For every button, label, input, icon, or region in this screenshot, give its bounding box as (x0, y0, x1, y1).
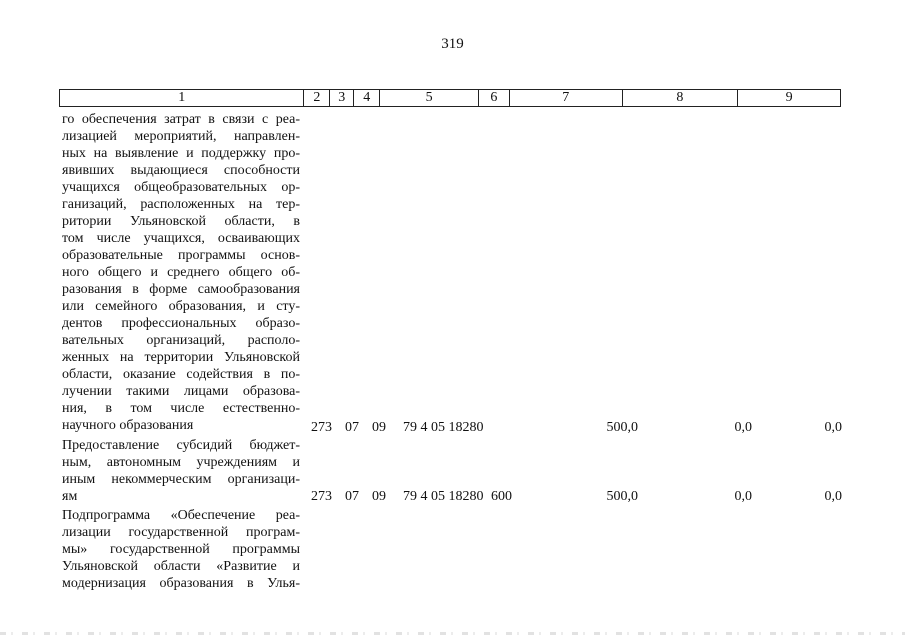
column-header-7: 7 (510, 90, 623, 106)
description-line: го обеспечения затрат в связи с реа- (62, 112, 300, 127)
column-header-2: 2 (304, 90, 330, 106)
column-header-6: 6 (479, 90, 510, 106)
cell-subsection: 09 (372, 489, 386, 504)
cell-target-article: 79 4 05 18280 (403, 489, 484, 504)
cell-amount-col8: 0,0 (734, 420, 752, 435)
description-line: или семейного образования, и сту- (62, 299, 300, 314)
column-header-3: 3 (330, 90, 354, 106)
description-line: дентов профессиональных образо- (62, 316, 300, 331)
column-header-1: 1 (60, 90, 304, 106)
cell-section: 07 (345, 489, 359, 504)
description-line: ных на выявление и поддержку про- (62, 146, 300, 161)
row-description-2 (62, 437, 300, 505)
description-line: ного общего и среднего общего об- (62, 265, 300, 280)
cell-amount-col7: 500,0 (606, 489, 638, 504)
cell-section: 07 (345, 420, 359, 435)
cell-amount-col7: 500,0 (606, 420, 638, 435)
description-line: женных на территории Ульяновской (62, 350, 300, 365)
description-line: мы» государственной программы (62, 542, 300, 557)
description-line: разования в форме самообразования (62, 282, 300, 297)
column-header-row (59, 89, 841, 107)
description-line: ния, в том числе естественно- (62, 401, 300, 416)
row-description-3 (62, 507, 300, 592)
cell-subsection: 09 (372, 420, 386, 435)
description-line: лучении такими лицами образова- (62, 384, 300, 399)
description-line: области, оказание содействия в по- (62, 367, 300, 382)
cell-chapter: 273 (311, 489, 332, 504)
description-line: Ульяновской области «Развитие и (62, 559, 300, 574)
description-line: модернизация образования в Улья- (62, 576, 300, 591)
page-number: 319 (441, 36, 464, 52)
scan-artifact (0, 632, 905, 635)
description-line: образовательные программы основ- (62, 248, 300, 263)
description-line: явивших выдающиеся способности (62, 163, 300, 178)
cell-amount-col9: 0,0 (824, 420, 842, 435)
description-line: учащихся общеобразовательных ор- (62, 180, 300, 195)
description-line: вательных организаций, располо- (62, 333, 300, 348)
description-line: Подпрограмма «Обеспечение реа- (62, 508, 300, 523)
cell-target-article: 79 4 05 18280 (403, 420, 484, 435)
description-line: ям (62, 489, 78, 504)
description-line: ритории Ульяновской области, в (62, 214, 300, 229)
column-header-5: 5 (380, 90, 479, 106)
row-description-1 (62, 111, 300, 434)
cell-amount-col9: 0,0 (824, 489, 842, 504)
column-header-9: 9 (785, 90, 793, 105)
description-line: лизации государственной програм- (62, 525, 300, 540)
column-header-8: 8 (623, 90, 739, 106)
description-line: иным некоммерческим организаци- (62, 472, 300, 487)
description-line: том числе учащихся, осваивающих (62, 231, 300, 246)
description-line: ным, автономным учреждениям и (62, 455, 300, 470)
description-line: лизацией мероприятий, направлен- (62, 129, 300, 144)
description-line: ганизаций, расположенных на тер- (62, 197, 300, 212)
description-line: научного образования (62, 418, 194, 433)
cell-chapter: 273 (311, 420, 332, 435)
description-line: Предоставление субсидий бюджет- (62, 438, 300, 453)
cell-expense-type: 600 (491, 489, 512, 504)
cell-amount-col8: 0,0 (734, 489, 752, 504)
column-header-4: 4 (354, 90, 380, 106)
